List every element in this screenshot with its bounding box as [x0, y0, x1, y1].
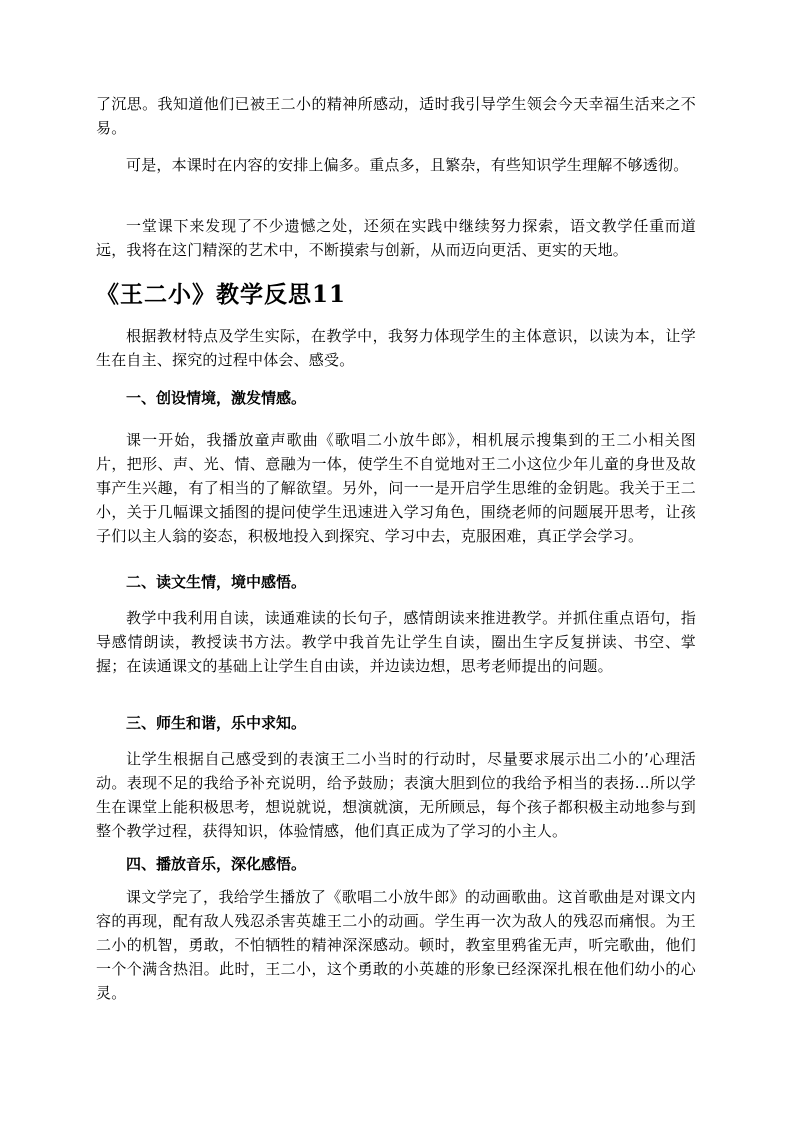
section-title: 《王二小》教学反思11: [96, 281, 347, 308]
subsection-2-body: 教学中我利用自读，读通难读的长句子，感情朗读来推进教学。并抓住重点语句，指导感情朗读，教授读书方法。教学中我首先让学生自读，圈出生字反复拼读、书空、掌握；在读通课文的基础上让学生自由读，并边读边想，思考老师提出的问题。: [96, 609, 696, 675]
subheading-4: 四、播放音乐，深化感悟。: [126, 855, 307, 873]
paragraph-conclusion: 一堂课下来发现了不少遗憾之处，还须在实践中继续努力探索，语文教学任重而道远，我将在这门精深的艺术中，不断摸索与创新，从而迈向更活、更实的天地。: [96, 217, 696, 259]
subsection-1-body: 课一开始，我播放童声歌曲《歌唱二小放牛郎》，相机展示搜集到的王二小相关图片，把形、声、光、情、意融为一体，使学生不自觉地对王二小这位少年儿童的身世及故事产生兴趣，有了相当的了解欲望。另外，问一一是开启学生思维的金钥匙。我关于王二小，关于几幅课文插图的提问使学生迅速进入学习角色，围绕老师的问题展开思考，让孩子们以主人翁的姿态，积极地投入到探究、学习中去，克服困难，真正学会学习。: [96, 431, 696, 545]
subsection-4-body: 课文学完了，我给学生播放了《歌唱二小放牛郎》的动画歌曲。这首歌曲是对课文内容的再现，配有敌人残忍杀害英雄王二小的动画。学生再一次为敌人的残忍而痛恨。为王二小的机智，勇敢，不怕牺牲的精神深深感动。顿时，教室里鸦雀无声，听完歌曲，他们一个个满含热泪。此时，王二小，这个勇敢的小英雄的形象已经深深扎根在他们幼小的心灵。: [96, 888, 696, 1002]
subheading-1: 一、创设情境，激发情感。: [126, 389, 307, 407]
subheading-3: 三、师生和谐，乐中求知。: [126, 714, 307, 732]
section-intro: 根据教材特点及学生实际，在教学中，我努力体现学生的主体意识，以读为本，让学生在自主、探究的过程中体会、感受。: [96, 327, 696, 369]
subheading-2: 二、读文生情，境中感悟。: [126, 573, 307, 591]
paragraph-content-critique: 可是，本课时在内容的安排上偏多。重点多，且繁杂，有些知识学生理解不够透彻。: [126, 156, 689, 174]
subsection-3-body: 让学生根据自己感受到的表演王二小当时的行动时，尽量要求展示出二小的’心理活动。表现不足的我给予补充说明，给予鼓励；表演大胆到位的我给予相当的表扬…所以学生在课堂上能积极思考，想说就说，想演就演，无所顾忌，每个孩子都积极主动地参与到整个教学过程，获得知识，体验情感，他们真正成为了学习的小主人。: [96, 750, 696, 840]
paragraph-continuation: 了沉思。我知道他们已被王二小的精神所感动，适时我引导学生领会今天幸福生活来之不易。: [96, 95, 696, 137]
